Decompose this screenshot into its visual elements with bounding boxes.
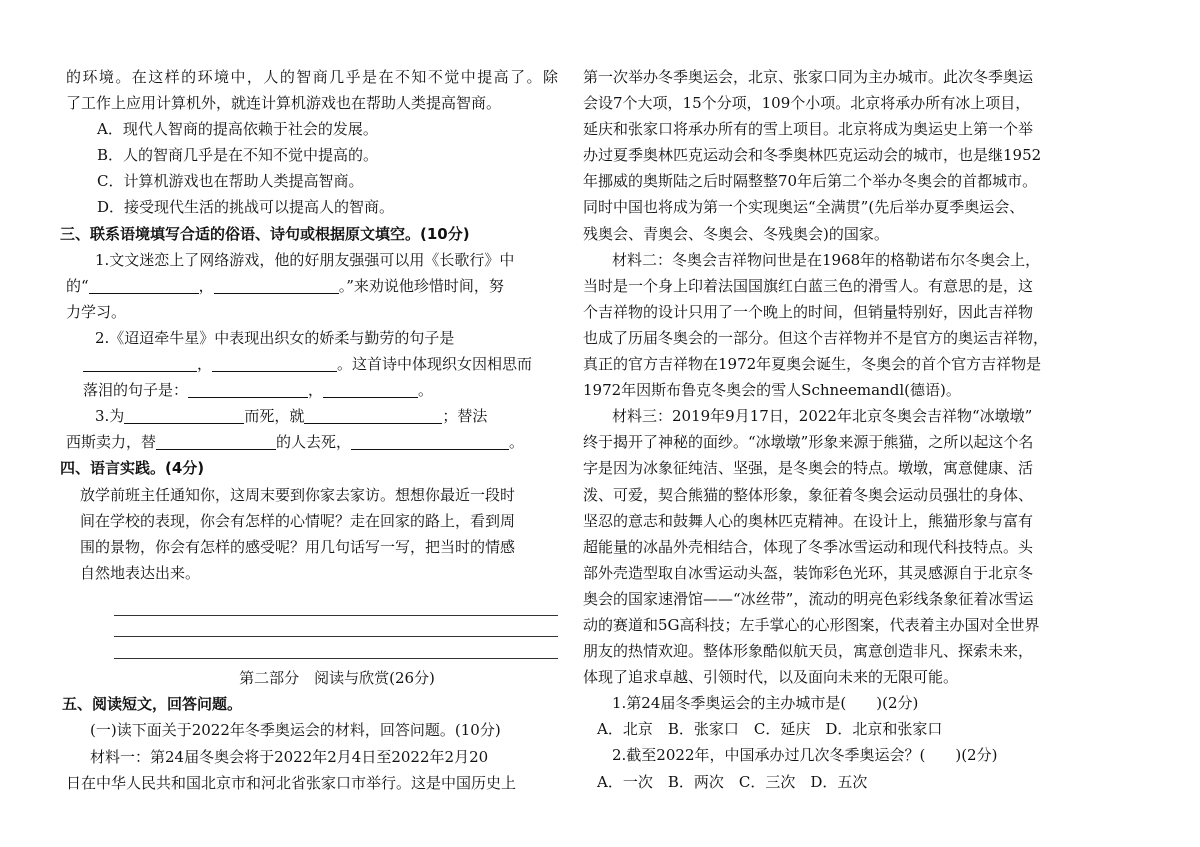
text-line: 了工作上应用计算机外，就连计算机游戏也在帮助人类提高智商。 — [66, 94, 502, 113]
material-3-line: 坚忍的意志和鼓舞人心的奥林匹克精神。在设计上，熊猫形象与富有 — [583, 511, 1034, 530]
s4-line: 放学前班主任通知你，这周末要到你家去家访。想想你最近一段时 — [80, 485, 516, 504]
left-column — [60, 64, 558, 796]
material-2-line: 个吉祥物的设计只用了一个晚上的时间，但销量特别好，因此吉祥物 — [583, 302, 1034, 321]
q3-blank-2[interactable] — [304, 409, 442, 424]
q1-line1: 1.文文迷恋上了网络游戏，他的好朋友强强可以用《长歌行》中 — [95, 250, 515, 269]
writing-line-1[interactable] — [66, 600, 558, 622]
section-3-heading: 三、联系语境填写合适的俗语、诗句或根据原文填空。(10分) — [60, 224, 470, 243]
material-3-line: 材料三：2019年9月17日，2022年北京冬奥会吉祥物“冰墩墩” — [612, 407, 1033, 426]
q3-line1 — [66, 403, 558, 429]
q1-text-a: 的“ — [66, 276, 89, 295]
q3-blank-4[interactable] — [351, 435, 509, 450]
q1-text-b: ， — [198, 276, 214, 295]
material-1-line: 办过夏季奥林匹克运动会和冬季奥林匹克运动会的城市，也是继1952 — [583, 146, 1042, 165]
reading-question-1-options: A．北京 B．张家口 C．延庆 D．北京和张家口 — [597, 720, 943, 739]
s4-line: 自然地表达出来。 — [80, 563, 201, 582]
q1-line3: 力学习。 — [66, 302, 127, 321]
q3-blank-3[interactable] — [156, 435, 276, 450]
text-line: 的环境。在这样的环境中，人的智商几乎是在不知不觉中提高了。除 — [66, 68, 558, 86]
material-1-line: 会设7个大项，15个分项，109个小项。北京将承办所有冰上项目， — [583, 94, 1031, 113]
q2-line2 — [66, 351, 558, 377]
q3-text-d: 西斯卖力，替 — [66, 433, 157, 452]
material-2-line: 当时是一个身上印着法国国旗红白蓝三色的滑雪人。有意思的是，这 — [583, 276, 1034, 295]
q3-text-b: 而死，就 — [244, 407, 305, 426]
material-1-line: 材料一：第24届冬奥会将于2022年2月4日至2022年2月20 — [90, 747, 489, 766]
writing-line-2[interactable] — [66, 622, 558, 644]
material-2-line: 材料二：冬奥会吉祥物问世是在1968年的格勒诺布尔冬奥会上， — [612, 250, 1041, 269]
q3-text-f: 。 — [509, 433, 525, 452]
s5-subheading: (一)读下面关于2022年冬季奥运会的材料，回答问题。(10分) — [90, 721, 501, 740]
q1-blank-2[interactable] — [214, 279, 339, 294]
q2-blank-4[interactable] — [323, 383, 418, 398]
q3-text-e: 的人去死， — [276, 433, 352, 452]
q3-text-c: ；替法 — [442, 407, 488, 426]
material-3-line: 体现了追求卓越、引领时代，以及面向未来的无限可能。 — [583, 668, 959, 687]
s4-line: 围的景物，你会有怎样的感受呢？用几句话写一写，把当时的情感 — [80, 537, 516, 556]
reading-question-2-options: A．一次 B．两次 C．三次 D．五次 — [597, 772, 868, 791]
material-1-line: 残奥会、青奥会、冬奥会、冬残奥会)的国家。 — [583, 224, 889, 243]
q2-line1: 2.《迢迢牵牛星》中表现出织女的娇柔与勤劳的句子是 — [95, 328, 455, 347]
material-1-line: 日在中华人民共和国北京市和河北省张家口市举行。这是中国历史上 — [66, 773, 517, 792]
q2-text-b: ， — [197, 355, 213, 374]
material-3-line: 朋友的热情欢迎。整体形象酷似航天员，寓意创造非凡、探索未来， — [583, 642, 1034, 661]
q3-text-a: 3.为 — [95, 407, 125, 426]
option-a: A．现代人智商的提高依赖于社会的发展。 — [97, 120, 378, 139]
material-3-line: 终于揭开了神秘的面纱。“冰墩墩”形象来源于熊猫，之所以起这个名 — [583, 433, 1034, 452]
material-1-line: 延庆和张家口将承办所有的雪上项目。北京将成为奥运史上第一个举 — [583, 120, 1034, 139]
q2-text-a3: 落泪的句子是： — [83, 381, 189, 400]
q2-text-b3: ， — [308, 381, 324, 400]
option-c: C．计算机游戏也在帮助人类提高智商。 — [97, 172, 364, 191]
material-3-line: 字是因为冰象征纯洁、坚强，是冬奥会的特点。墩墩，寓意健康、活 — [583, 459, 1034, 478]
material-3-line: 奥会的国家速滑馆——“冰丝带”，流动的明亮色彩线条象征着冰雪运 — [583, 589, 1034, 608]
right-column — [583, 64, 1083, 795]
material-3-line: 动的赛道和5G高科技；左手掌心的心形图案，代表着主办国对全世界 — [583, 615, 1040, 634]
q1-blank-1[interactable] — [89, 279, 199, 294]
material-2-line: 真正的官方吉祥物在1972年夏奥会诞生，冬奥会的首个官方吉祥物是 — [583, 355, 1042, 374]
material-2-line: 也成了历届冬奥会的一部分。但这个吉祥物并不是官方的奥运吉祥物， — [583, 328, 1049, 347]
reading-question-1: 1.第24届冬季奥运会的主办城市是( )(2分) — [612, 694, 919, 713]
material-3-line: 超能量的冰晶外壳相结合，体现了冬季冰雪运动和现代科技特点。头 — [583, 537, 1034, 556]
q1-text-c: 。”来劝说他珍惜时间，努 — [338, 276, 504, 295]
q2-text-c: 。这首诗中体现织女因相思而 — [337, 355, 533, 374]
material-2-line: 1972年因斯布鲁克冬奥会的雪人Schneemandl(德语)。 — [583, 381, 961, 400]
option-d: D．接受现代生活的挑战可以提高人的智商。 — [97, 198, 395, 217]
q1-line2 — [66, 273, 558, 299]
writing-line-3[interactable] — [66, 643, 558, 665]
q2-blank-2[interactable] — [212, 357, 337, 372]
s4-line: 间在学校的表现，你会有怎样的心情呢？走在回家的路上，看到周 — [80, 511, 516, 530]
material-3-line: 部外壳造型取自冰雪运动头盔，装饰彩色光环，其灵感源自于北京冬 — [583, 563, 1034, 582]
reading-question-2: 2.截至2022年，中国承办过几次冬季奥运会？( )(2分) — [612, 746, 998, 765]
option-b: B．人的智商几乎是在不知不觉中提高的。 — [97, 146, 379, 165]
q3-line2 — [66, 429, 558, 455]
material-1-line: 年挪威的奥斯陆之后时隔整整70年后第二个举办冬奥会的首都城市。 — [583, 172, 1038, 191]
section-5-heading: 五、阅读短文，回答问题。 — [62, 695, 243, 714]
part-2-title: 第二部分 阅读与欣赏(26分) — [239, 669, 435, 688]
q2-line3 — [66, 377, 558, 403]
q2-blank-1[interactable] — [83, 357, 197, 372]
q2-blank-3[interactable] — [188, 383, 308, 398]
material-1-line: 第一次举办冬季奥运会，北京、张家口同为主办城市。此次冬季奥运 — [583, 68, 1034, 86]
section-4-heading: 四、语言实践。(4分) — [60, 459, 205, 478]
material-1-line: 同时中国也将成为第一个实现奥运“全满贯”(先后举办夏季奥运会、 — [583, 198, 1025, 217]
material-3-line: 泼、可爱，契合熊猫的整体形象，象征着冬奥会运动员强壮的身体、 — [583, 485, 1034, 504]
q2-text-c3: 。 — [418, 381, 434, 400]
q3-blank-1[interactable] — [124, 409, 244, 424]
